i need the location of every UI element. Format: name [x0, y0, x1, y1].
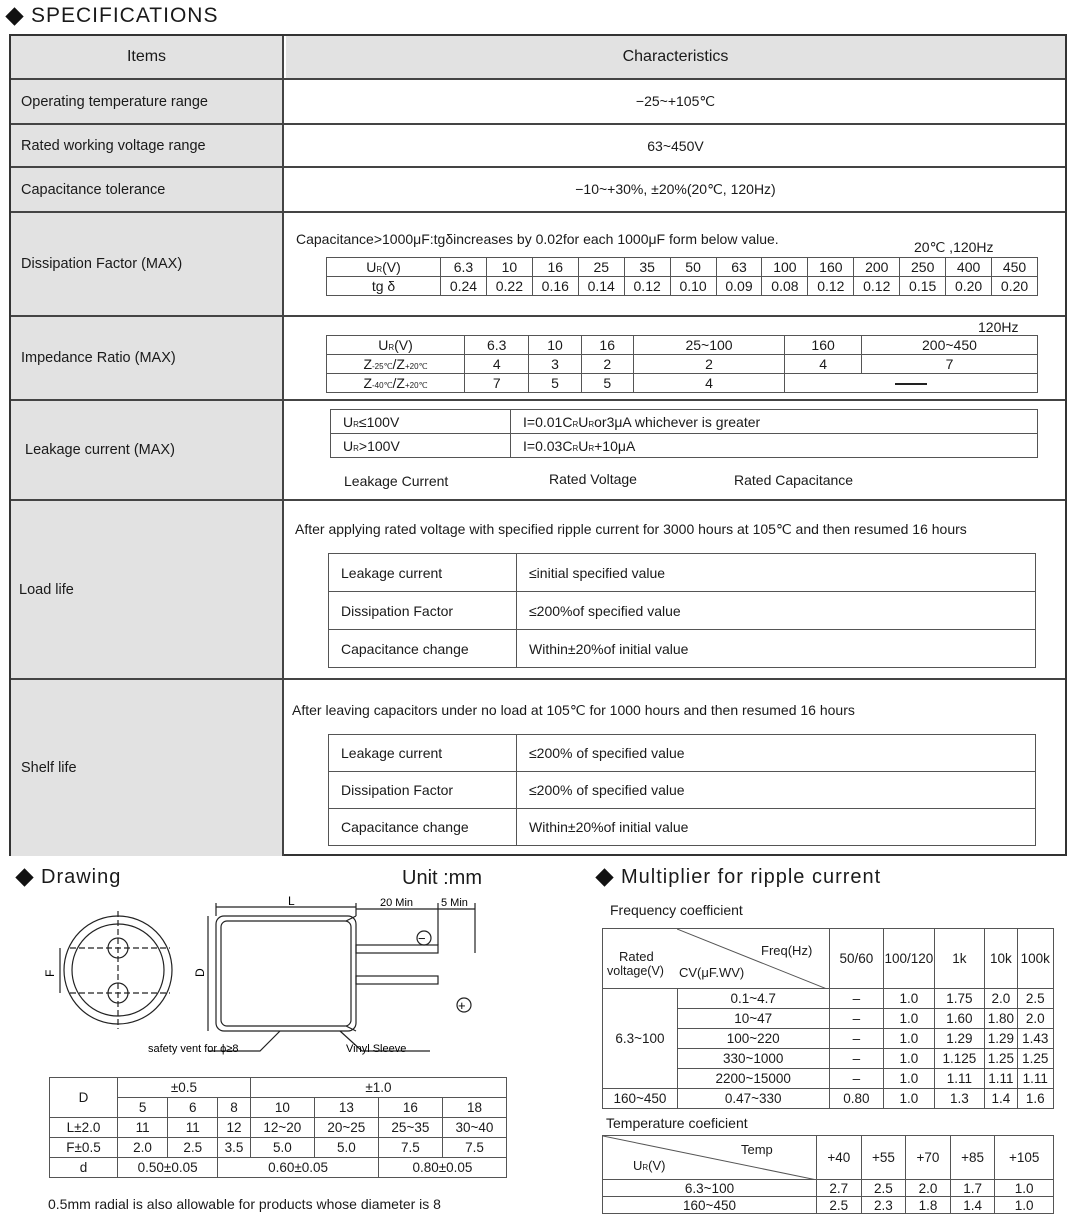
- r1-2: 1.60: [934, 1009, 985, 1029]
- row-cap-tolerance: [11, 168, 1065, 213]
- group2-label: 160~450: [603, 1089, 678, 1109]
- r5-1: 1.0: [884, 1089, 934, 1109]
- z40-1: 5: [529, 374, 581, 393]
- dv-7: 100: [762, 258, 808, 277]
- impedance-char: [286, 317, 1065, 399]
- cap-tolerance-label: Capacitance tolerance: [11, 168, 284, 211]
- freq-header-row: [603, 929, 1054, 989]
- r2-4: 1.43: [1017, 1029, 1053, 1049]
- t0-2: 2.0: [906, 1180, 951, 1197]
- freq-hz-label: Freq(Hz): [761, 943, 813, 958]
- t0-4: 1.0: [995, 1180, 1054, 1197]
- tg-12: 0.20: [992, 277, 1038, 296]
- plus-symbol: +: [458, 998, 466, 1013]
- row-impedance: [11, 317, 1065, 401]
- shelf-life-char: [286, 680, 1065, 856]
- row-dissipation: [11, 213, 1065, 317]
- leak-cond-2: UR>100V: [331, 434, 511, 458]
- tg-8: 0.12: [808, 277, 854, 296]
- diam-1: 6: [168, 1098, 218, 1118]
- L-6: 30~40: [442, 1118, 506, 1138]
- L-1: 11: [168, 1118, 218, 1138]
- freq-1: 100/120: [884, 929, 934, 989]
- freq-2: 1k: [934, 929, 985, 989]
- tg-7: 0.08: [762, 277, 808, 296]
- row-rated-voltage: [11, 125, 1065, 168]
- r1-1: 1.0: [884, 1009, 934, 1029]
- dv-0: 6.3: [441, 258, 487, 277]
- temp-2: +70: [906, 1136, 951, 1180]
- operating-temp-label: Operating temperature range: [11, 80, 284, 123]
- vent-label: safety vent for ϕ≥8: [148, 1043, 239, 1055]
- r3-4: 1.25: [1017, 1049, 1053, 1069]
- leakage-table: [330, 409, 1038, 458]
- dissipation-label: Dissipation Factor (MAX): [11, 213, 284, 315]
- r5-0: 0.80: [829, 1089, 884, 1109]
- F-0: 2.0: [118, 1138, 168, 1158]
- freq-0: 50/60: [829, 929, 884, 989]
- iv-5: 200~450: [861, 336, 1037, 355]
- cv-3: 330~1000: [677, 1049, 829, 1069]
- r0-4: 2.5: [1017, 989, 1053, 1009]
- impedance-voltage-row: [327, 336, 1038, 355]
- ur-label-cell: UR(V): [327, 258, 441, 277]
- iv-4: 160: [785, 336, 862, 355]
- diamond-icon: [5, 7, 23, 25]
- r4-1: 1.0: [884, 1069, 934, 1089]
- z25-2: 2: [581, 355, 633, 374]
- r1-0: –: [829, 1009, 884, 1029]
- r1-3: 1.80: [985, 1009, 1017, 1029]
- row-operating-temp: [11, 80, 1065, 125]
- r4-0: –: [829, 1069, 884, 1089]
- t1-3: 1.4: [950, 1197, 995, 1214]
- load-v-1: ≤initial specified value: [517, 554, 1036, 592]
- r2-2: 1.29: [934, 1029, 985, 1049]
- rated-voltage-label: Rated working voltage range: [11, 125, 284, 166]
- dim-L-row: [50, 1118, 507, 1138]
- tg-5: 0.10: [670, 277, 716, 296]
- diam-4: 13: [314, 1098, 378, 1118]
- dissipation-voltage-row: [327, 258, 1038, 277]
- z40-na-cell: [785, 374, 1038, 393]
- load-row-1: [329, 554, 1036, 592]
- F-6: 7.5: [442, 1138, 506, 1158]
- freq-3: 10k: [985, 929, 1017, 989]
- row-leakage: [11, 401, 1065, 501]
- dissipation-note: Capacitance>1000μF:tgδincreases by 0.02for each 1000μF form below value.: [296, 231, 779, 247]
- leakage-row-2: [331, 434, 1038, 458]
- r4-4: 1.11: [1017, 1069, 1053, 1089]
- tg-label-cell: tg δ: [327, 277, 441, 296]
- dv-5: 50: [670, 258, 716, 277]
- imp-ur-cell: UR(V): [327, 336, 465, 355]
- dim-note: 0.5mm radial is also allowable for products whose diameter is 8: [48, 1196, 441, 1212]
- L-0: 11: [118, 1118, 168, 1138]
- shelf-k-1: Leakage current: [329, 735, 517, 772]
- shelf-life-note: After leaving capacitors under no load at 105℃ for 1000 hours and then resumed 16 hours: [292, 702, 855, 718]
- leakage-row-1: [331, 410, 1038, 434]
- load-k-3: Capacitance change: [329, 630, 517, 668]
- shelf-life-label: Shelf life: [11, 680, 284, 856]
- F-5: 7.5: [378, 1138, 442, 1158]
- minus-symbol: −: [418, 931, 426, 946]
- tg-9: 0.12: [854, 277, 900, 296]
- r2-1: 1.0: [884, 1029, 934, 1049]
- spec-header-row: [11, 36, 1065, 80]
- rated-label: Rated: [619, 949, 654, 964]
- rated-label-2: voltage(V): [607, 964, 664, 978]
- temp-1: +55: [861, 1136, 906, 1180]
- r0-3: 2.0: [985, 989, 1017, 1009]
- diamond-icon: [595, 868, 613, 886]
- r5-3: 1.4: [985, 1089, 1017, 1109]
- d-0: 0.50±0.05: [118, 1158, 218, 1178]
- load-life-label: Load life: [11, 501, 284, 678]
- shelf-row-3: [329, 809, 1036, 846]
- frequency-table: [602, 928, 1054, 1109]
- leakage-label: Leakage current (MAX): [11, 401, 284, 499]
- load-row-3: [329, 630, 1036, 668]
- d-1: 0.60±0.05: [218, 1158, 379, 1178]
- ripple-title: Multiplier for ripple current: [621, 866, 882, 888]
- dv-3: 25: [578, 258, 624, 277]
- impedance-z25-row: [327, 355, 1038, 374]
- cv-0: 0.1~4.7: [677, 989, 829, 1009]
- r3-3: 1.25: [985, 1049, 1017, 1069]
- operating-temp-value: −25~+105℃: [635, 93, 716, 109]
- shelf-v-1: ≤200% of specified value: [517, 735, 1036, 772]
- temp-label: Temp: [741, 1142, 773, 1157]
- temp-v-1: 160~450: [603, 1197, 817, 1214]
- shelf-row-2: [329, 772, 1036, 809]
- dv-10: 250: [900, 258, 946, 277]
- spec-title: SPECIFICATIONS: [31, 4, 219, 27]
- drawing-unit: Unit :mm: [402, 867, 482, 889]
- dissipation-cond: 20℃ ,120Hz: [914, 239, 994, 255]
- freq-coef-title: Frequency coefficient: [610, 902, 743, 918]
- tg-0: 0.24: [441, 277, 487, 296]
- dim-5min-label: 5 Min: [441, 897, 468, 909]
- r0-1: 1.0: [884, 989, 934, 1009]
- F-1: 2.5: [168, 1138, 218, 1158]
- rated-voltage-value: 63~450V: [647, 137, 704, 154]
- cv-2: 100~220: [677, 1029, 829, 1049]
- shelf-k-3: Capacitance change: [329, 809, 517, 846]
- leak-cond-1: UR≤100V: [331, 410, 511, 434]
- header-items: Items: [11, 36, 284, 78]
- diagonal-line: [677, 929, 827, 989]
- shelf-row-1: [329, 735, 1036, 772]
- tg-10: 0.15: [900, 277, 946, 296]
- group1-label: 6.3~100: [603, 989, 678, 1089]
- z25-3: 2: [633, 355, 784, 374]
- cv-4: 2200~15000: [677, 1069, 829, 1089]
- cv-1: 10~47: [677, 1009, 829, 1029]
- r4-3: 1.11: [985, 1069, 1017, 1089]
- dim-D-label: D: [193, 968, 207, 977]
- iv-1: 10: [529, 336, 581, 355]
- tg-3: 0.14: [578, 277, 624, 296]
- dim-F-label: F: [43, 969, 57, 977]
- temp-0: +40: [817, 1136, 862, 1180]
- diam-6: 18: [442, 1098, 506, 1118]
- leak-formula-2: I=0.03CRUR+10μA: [511, 434, 1038, 458]
- temp-corner-cell: [603, 1136, 817, 1180]
- z25-1: 3: [529, 355, 581, 374]
- z25-label-cell: Z-25℃/Z+20℃: [327, 355, 465, 374]
- freq-row-1: [603, 989, 1054, 1009]
- row-load-life: [11, 501, 1065, 680]
- L-3: 12~20: [250, 1118, 314, 1138]
- dissipation-char: [286, 213, 1065, 315]
- z40-label-cell: Z-40℃/Z+20℃: [327, 374, 465, 393]
- temperature-table: [602, 1135, 1054, 1214]
- temp-row-2: [603, 1197, 1054, 1214]
- header-characteristics: Characteristics: [286, 36, 1065, 78]
- leakage-char: [286, 401, 1065, 499]
- load-k-2: Dissipation Factor: [329, 592, 517, 630]
- temp-row-1: [603, 1180, 1054, 1197]
- d-2: 0.80±0.05: [378, 1158, 506, 1178]
- dv-6: 63: [716, 258, 762, 277]
- cv-label: CV(μF.WV): [679, 965, 745, 980]
- diam-0: 5: [118, 1098, 168, 1118]
- drawing-title: Drawing: [41, 866, 122, 888]
- dash-mark: [895, 383, 927, 385]
- dim-d-row: [50, 1158, 507, 1178]
- t1-1: 2.3: [861, 1197, 906, 1214]
- shelf-v-2: ≤200% of specified value: [517, 772, 1036, 809]
- dim-D-cell: D: [50, 1078, 118, 1118]
- dv-8: 160: [808, 258, 854, 277]
- z40-3: 4: [633, 374, 784, 393]
- load-v-3: Within±20%of initial value: [517, 630, 1036, 668]
- z40-2: 5: [581, 374, 633, 393]
- dv-12: 450: [992, 258, 1038, 277]
- temp-v-0: 6.3~100: [603, 1180, 817, 1197]
- d-label: d: [50, 1158, 118, 1178]
- load-life-table: [328, 553, 1036, 668]
- tol-10-cell: ±1.0: [250, 1078, 506, 1098]
- load-v-2: ≤200%of specified value: [517, 592, 1036, 630]
- iv-3: 25~100: [633, 336, 784, 355]
- dv-1: 10: [486, 258, 532, 277]
- tol-05-cell: ±0.5: [118, 1078, 251, 1098]
- r0-0: –: [829, 989, 884, 1009]
- shelf-life-table: [328, 734, 1036, 846]
- temp-4: +105: [995, 1136, 1054, 1180]
- diam-3: 10: [250, 1098, 314, 1118]
- tg-11: 0.20: [946, 277, 992, 296]
- F-4: 5.0: [314, 1138, 378, 1158]
- z25-5: 7: [861, 355, 1037, 374]
- t0-0: 2.7: [817, 1180, 862, 1197]
- dv-9: 200: [854, 258, 900, 277]
- r0-2: 1.75: [934, 989, 985, 1009]
- dim-20min-label: 20 Min: [380, 897, 414, 909]
- sleeve-label: Vinyl Sleeve: [346, 1043, 407, 1055]
- shelf-v-3: Within±20%of initial value: [517, 809, 1036, 846]
- freq-4: 100k: [1017, 929, 1053, 989]
- load-row-2: [329, 592, 1036, 630]
- dv-4: 35: [624, 258, 670, 277]
- load-k-1: Leakage current: [329, 554, 517, 592]
- tg-6: 0.09: [716, 277, 762, 296]
- L-5: 25~35: [378, 1118, 442, 1138]
- row-shelf-life: [11, 680, 1065, 856]
- dim-L-label: L: [288, 894, 295, 908]
- drawing-heading: [18, 866, 121, 889]
- legend-rated-capacitance: Rated Capacitance: [734, 472, 854, 488]
- F-3: 5.0: [250, 1138, 314, 1158]
- r4-2: 1.11: [934, 1069, 985, 1089]
- cap-tolerance-value: −10~+30%, ±20%(20℃, 120Hz): [575, 181, 776, 197]
- tg-1: 0.22: [486, 277, 532, 296]
- r1-4: 2.0: [1017, 1009, 1053, 1029]
- temp-ur-label: UR(V): [633, 1158, 666, 1173]
- legend-leakage-current: Leakage Current: [344, 473, 449, 489]
- dv-11: 400: [946, 258, 992, 277]
- t1-4: 1.0: [995, 1197, 1054, 1214]
- r3-0: –: [829, 1049, 884, 1069]
- spec-table: [9, 34, 1067, 856]
- impedance-z40-row: [327, 374, 1038, 393]
- tg-4: 0.12: [624, 277, 670, 296]
- r3-2: 1.125: [934, 1049, 985, 1069]
- freq-corner-cell: [603, 929, 830, 989]
- tg-2: 0.16: [532, 277, 578, 296]
- dim-header-row: [50, 1078, 507, 1098]
- t0-3: 1.7: [950, 1180, 995, 1197]
- r2-0: –: [829, 1029, 884, 1049]
- cv-5: 0.47~330: [677, 1089, 829, 1109]
- z40-0: 7: [465, 374, 529, 393]
- F-label: F±0.5: [50, 1138, 118, 1158]
- t0-1: 2.5: [861, 1180, 906, 1197]
- r2-3: 1.29: [985, 1029, 1017, 1049]
- L-label: L±2.0: [50, 1118, 118, 1138]
- dissipation-table: [326, 257, 1038, 296]
- impedance-cond: 120Hz: [978, 319, 1019, 335]
- dim-diam-row: [50, 1098, 507, 1118]
- F-2: 3.5: [218, 1138, 251, 1158]
- diamond-icon: [15, 868, 33, 886]
- L-2: 12: [218, 1118, 251, 1138]
- r3-1: 1.0: [884, 1049, 934, 1069]
- temp-coef-title: Temperature coeficient: [606, 1115, 748, 1131]
- freq-row-6: [603, 1089, 1054, 1109]
- impedance-table: [326, 335, 1038, 393]
- lead-bottom: [356, 976, 438, 984]
- load-life-note: After applying rated voltage with specified ripple current for 3000 hours at 105℃ and then resumed 16 hours: [295, 521, 967, 537]
- z25-0: 4: [465, 355, 529, 374]
- impedance-label: Impedance Ratio (MAX): [11, 317, 284, 399]
- t1-0: 2.5: [817, 1197, 862, 1214]
- dimension-table: [49, 1077, 507, 1178]
- L-4: 20~25: [314, 1118, 378, 1138]
- shelf-k-2: Dissipation Factor: [329, 772, 517, 809]
- diam-2: 8: [218, 1098, 251, 1118]
- ripple-heading: [598, 866, 881, 889]
- diam-5: 16: [378, 1098, 442, 1118]
- r5-4: 1.6: [1017, 1089, 1053, 1109]
- dissipation-tg-row: [327, 277, 1038, 296]
- temp-3: +85: [950, 1136, 995, 1180]
- dv-2: 16: [532, 258, 578, 277]
- capacitor-drawing: [30, 893, 510, 1063]
- load-life-char: [286, 501, 1065, 678]
- side-view-body: [216, 916, 356, 1031]
- spec-heading: [8, 4, 218, 28]
- z25-4: 4: [785, 355, 862, 374]
- leak-formula-1: I=0.01CRURor3μA whichever is greater: [511, 410, 1038, 434]
- legend-rated-voltage: Rated Voltage: [549, 471, 637, 487]
- lead-top: [356, 945, 438, 953]
- temp-header-row: [603, 1136, 1054, 1180]
- dim-F-row: [50, 1138, 507, 1158]
- iv-0: 6.3: [465, 336, 529, 355]
- t1-2: 1.8: [906, 1197, 951, 1214]
- iv-2: 16: [581, 336, 633, 355]
- r5-2: 1.3: [934, 1089, 985, 1109]
